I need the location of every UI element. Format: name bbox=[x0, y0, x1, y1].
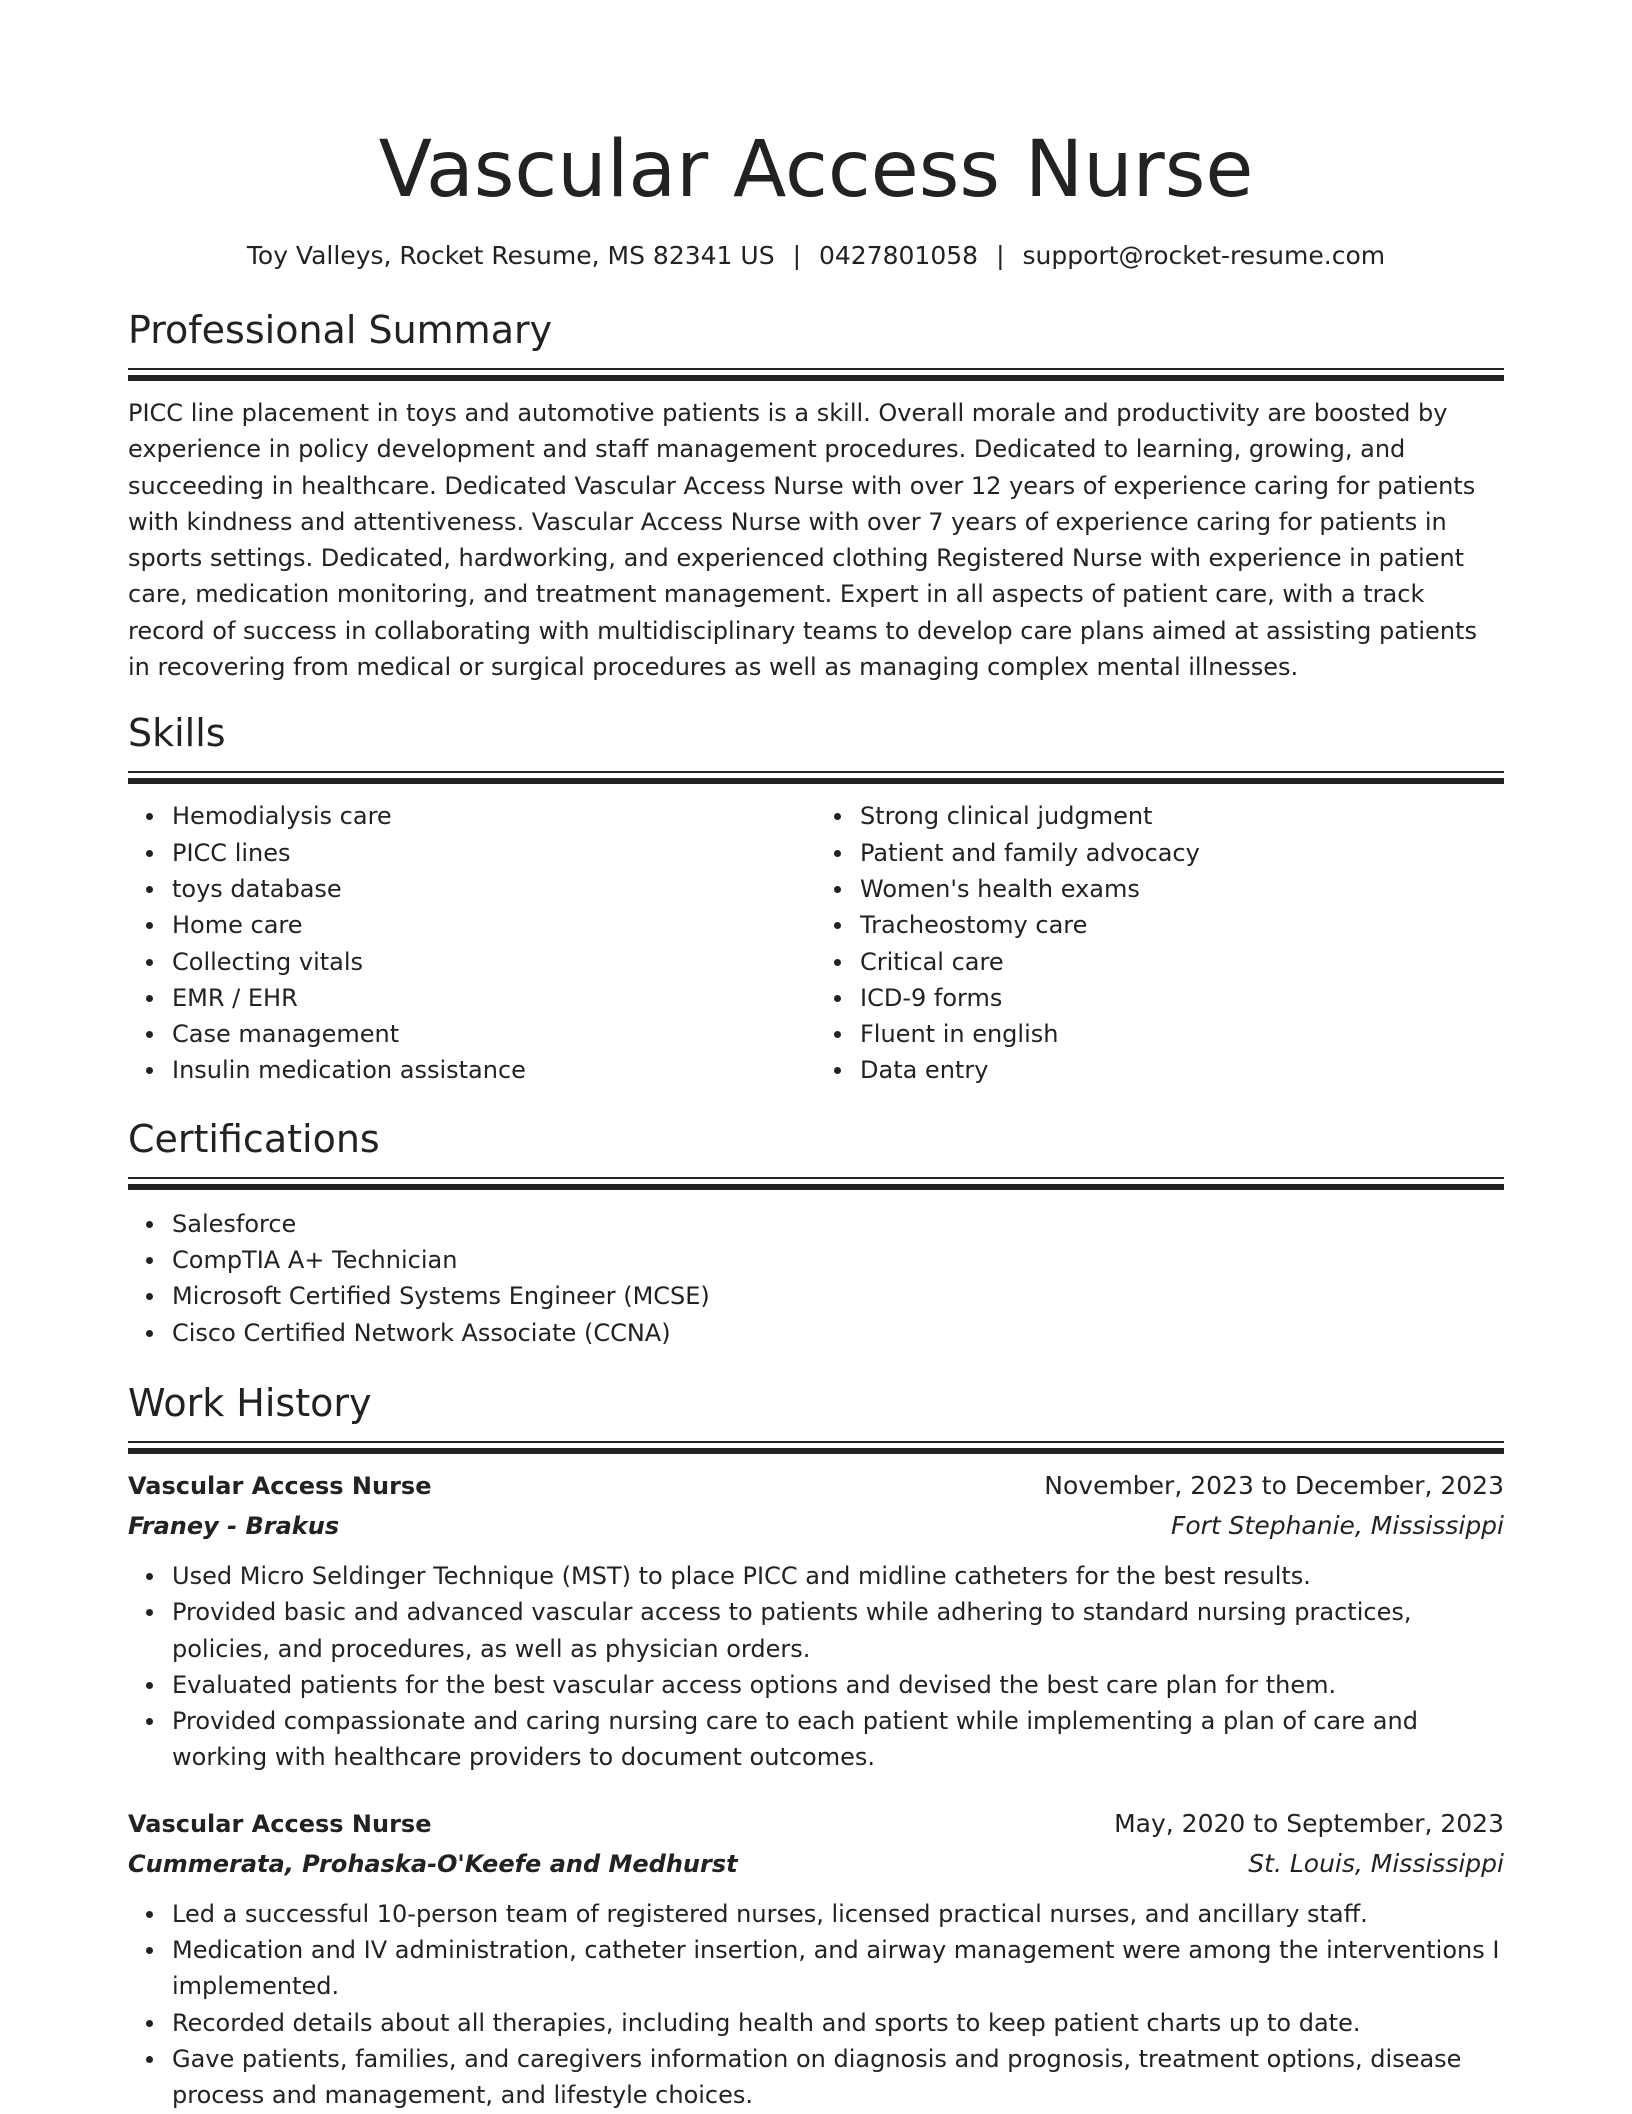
summary-text: PICC line placement in toys and automotive patients is a skill. Overall morale and productivity are boosted by experience in policy development and staff management procedures. Dedicated to learning, growing, and succeeding in healthcare. Dedicated Vascular Access Nurse with over 12 years of experience caring for patients with kindness and attentiveness. Vascular Access Nurse with over 7 years of experience caring for patients in sports settings. Dedicated, hardworking, and experienced clothing Registered Nurse with experience in patient care, medication monitoring, and treatment management. Expert in all aspects of patient care, with a track record of success in collaborating with multidisciplinary teams to develop care plans aimed at assisting patients in recovering from medical or surgical procedures as well as managing complex mental illnesses. bbox=[128, 399, 1477, 682]
section-title-summary: Professional Summary bbox=[128, 308, 553, 352]
job-header bbox=[128, 1466, 1504, 1506]
job-bullets bbox=[128, 1558, 1504, 1776]
section-divider bbox=[128, 771, 1504, 784]
skill-item: Patient and family advocacy bbox=[860, 835, 1504, 871]
skills-list-right bbox=[816, 798, 1504, 1088]
section-title-skills: Skills bbox=[128, 711, 226, 756]
skills-grid bbox=[128, 798, 1504, 1088]
skill-item: Case management bbox=[172, 1016, 816, 1052]
job-bullet: Provided compassionate and caring nursing care to each patient while implementing a plan of care and working with healthcare providers to document outcomes. bbox=[172, 1703, 1504, 1776]
resume-name: Vascular Access Nurse bbox=[378, 125, 1254, 215]
contact-line bbox=[128, 240, 1504, 272]
job-bullet: Led a successful 10-person team of registered nurses, licensed practical nurses, and ancillary staff. bbox=[172, 1896, 1504, 1932]
job-bullet: Recorded details about all therapies, including health and sports to keep patient charts up to date. bbox=[172, 2005, 1504, 2041]
job-location: Fort Stephanie, Mississippi bbox=[1170, 1510, 1504, 1540]
job-bullet: Used Micro Seldinger Technique (MST) to place PICC and midline catheters for the best results. bbox=[172, 1558, 1504, 1594]
section-divider bbox=[128, 1177, 1504, 1190]
job-subheader bbox=[128, 1506, 1504, 1546]
skills-section bbox=[128, 709, 1504, 1088]
skill-item: Tracheostomy care bbox=[860, 907, 1504, 943]
certification-item: CompTIA A+ Technician bbox=[172, 1242, 1504, 1278]
skill-item: PICC lines bbox=[172, 835, 816, 871]
job-bullet: Evaluated patients for the best vascular access options and devised the best care plan for them. bbox=[172, 1667, 1504, 1703]
contact-email: support@rocket-resume.com bbox=[1022, 241, 1386, 270]
certification-item: Cisco Certified Network Associate (CCNA) bbox=[172, 1315, 1504, 1351]
job-company: Cummerata, Prohaska-O'Keefe and Medhurst bbox=[128, 1849, 738, 1878]
contact-separator: | bbox=[792, 241, 801, 270]
job-company: Franey - Brakus bbox=[128, 1511, 340, 1540]
job-title: Vascular Access Nurse bbox=[128, 1809, 432, 1838]
section-divider bbox=[128, 1441, 1504, 1454]
section-title-certifications: Certifications bbox=[128, 1116, 380, 1161]
resume-page bbox=[128, 0, 1504, 2114]
certification-item: Salesforce bbox=[172, 1206, 1504, 1242]
summary-section bbox=[128, 306, 1504, 685]
job-bullet: Gave patients, families, and caregivers information on diagnosis and prognosis, treatment options, disease process and management, and lifestyle choices. bbox=[172, 2041, 1504, 2114]
contact-separator: | bbox=[996, 241, 1005, 270]
certifications-section bbox=[128, 1115, 1504, 1351]
section-divider bbox=[128, 368, 1504, 381]
job-bullet: Medication and IV administration, catheter insertion, and airway management were among the interventions I implemented. bbox=[172, 1932, 1504, 2005]
job-header bbox=[128, 1804, 1504, 1844]
job-bullet: Provided basic and advanced vascular access to patients while adhering to standard nursing practices, policies, and procedures, as well as physician orders. bbox=[172, 1594, 1504, 1667]
job-dates: November, 2023 to December, 2023 bbox=[1044, 1470, 1504, 1500]
work-history-section bbox=[128, 1379, 1504, 2114]
skill-item: Home care bbox=[172, 907, 816, 943]
skill-item: Critical care bbox=[860, 944, 1504, 980]
job-entry bbox=[128, 1466, 1504, 1776]
skill-item: toys database bbox=[172, 871, 816, 907]
skill-item: Insulin medication assistance bbox=[172, 1052, 816, 1088]
job-dates: May, 2020 to September, 2023 bbox=[1114, 1808, 1504, 1838]
certifications-list bbox=[128, 1206, 1504, 1351]
job-location: St. Louis, Mississippi bbox=[1248, 1848, 1504, 1878]
skill-item: Women's health exams bbox=[860, 871, 1504, 907]
skills-list-left bbox=[128, 798, 816, 1088]
skill-item: Fluent in english bbox=[860, 1016, 1504, 1052]
skill-item: Data entry bbox=[860, 1052, 1504, 1088]
skill-item: ICD-9 forms bbox=[860, 980, 1504, 1016]
skill-item: Hemodialysis care bbox=[172, 798, 816, 834]
skill-item: Strong clinical judgment bbox=[860, 798, 1504, 834]
job-entry bbox=[128, 1804, 1504, 2114]
contact-address: Toy Valleys, Rocket Resume, MS 82341 US bbox=[246, 241, 775, 270]
contact-phone: 0427801058 bbox=[819, 241, 979, 270]
skill-item: EMR / EHR bbox=[172, 980, 816, 1016]
job-bullets bbox=[128, 1896, 1504, 2114]
job-subheader bbox=[128, 1844, 1504, 1884]
skill-item: Collecting vitals bbox=[172, 944, 816, 980]
section-title-work-history: Work History bbox=[128, 1380, 372, 1425]
certification-item: Microsoft Certified Systems Engineer (MCSE) bbox=[172, 1278, 1504, 1314]
job-title: Vascular Access Nurse bbox=[128, 1471, 432, 1500]
